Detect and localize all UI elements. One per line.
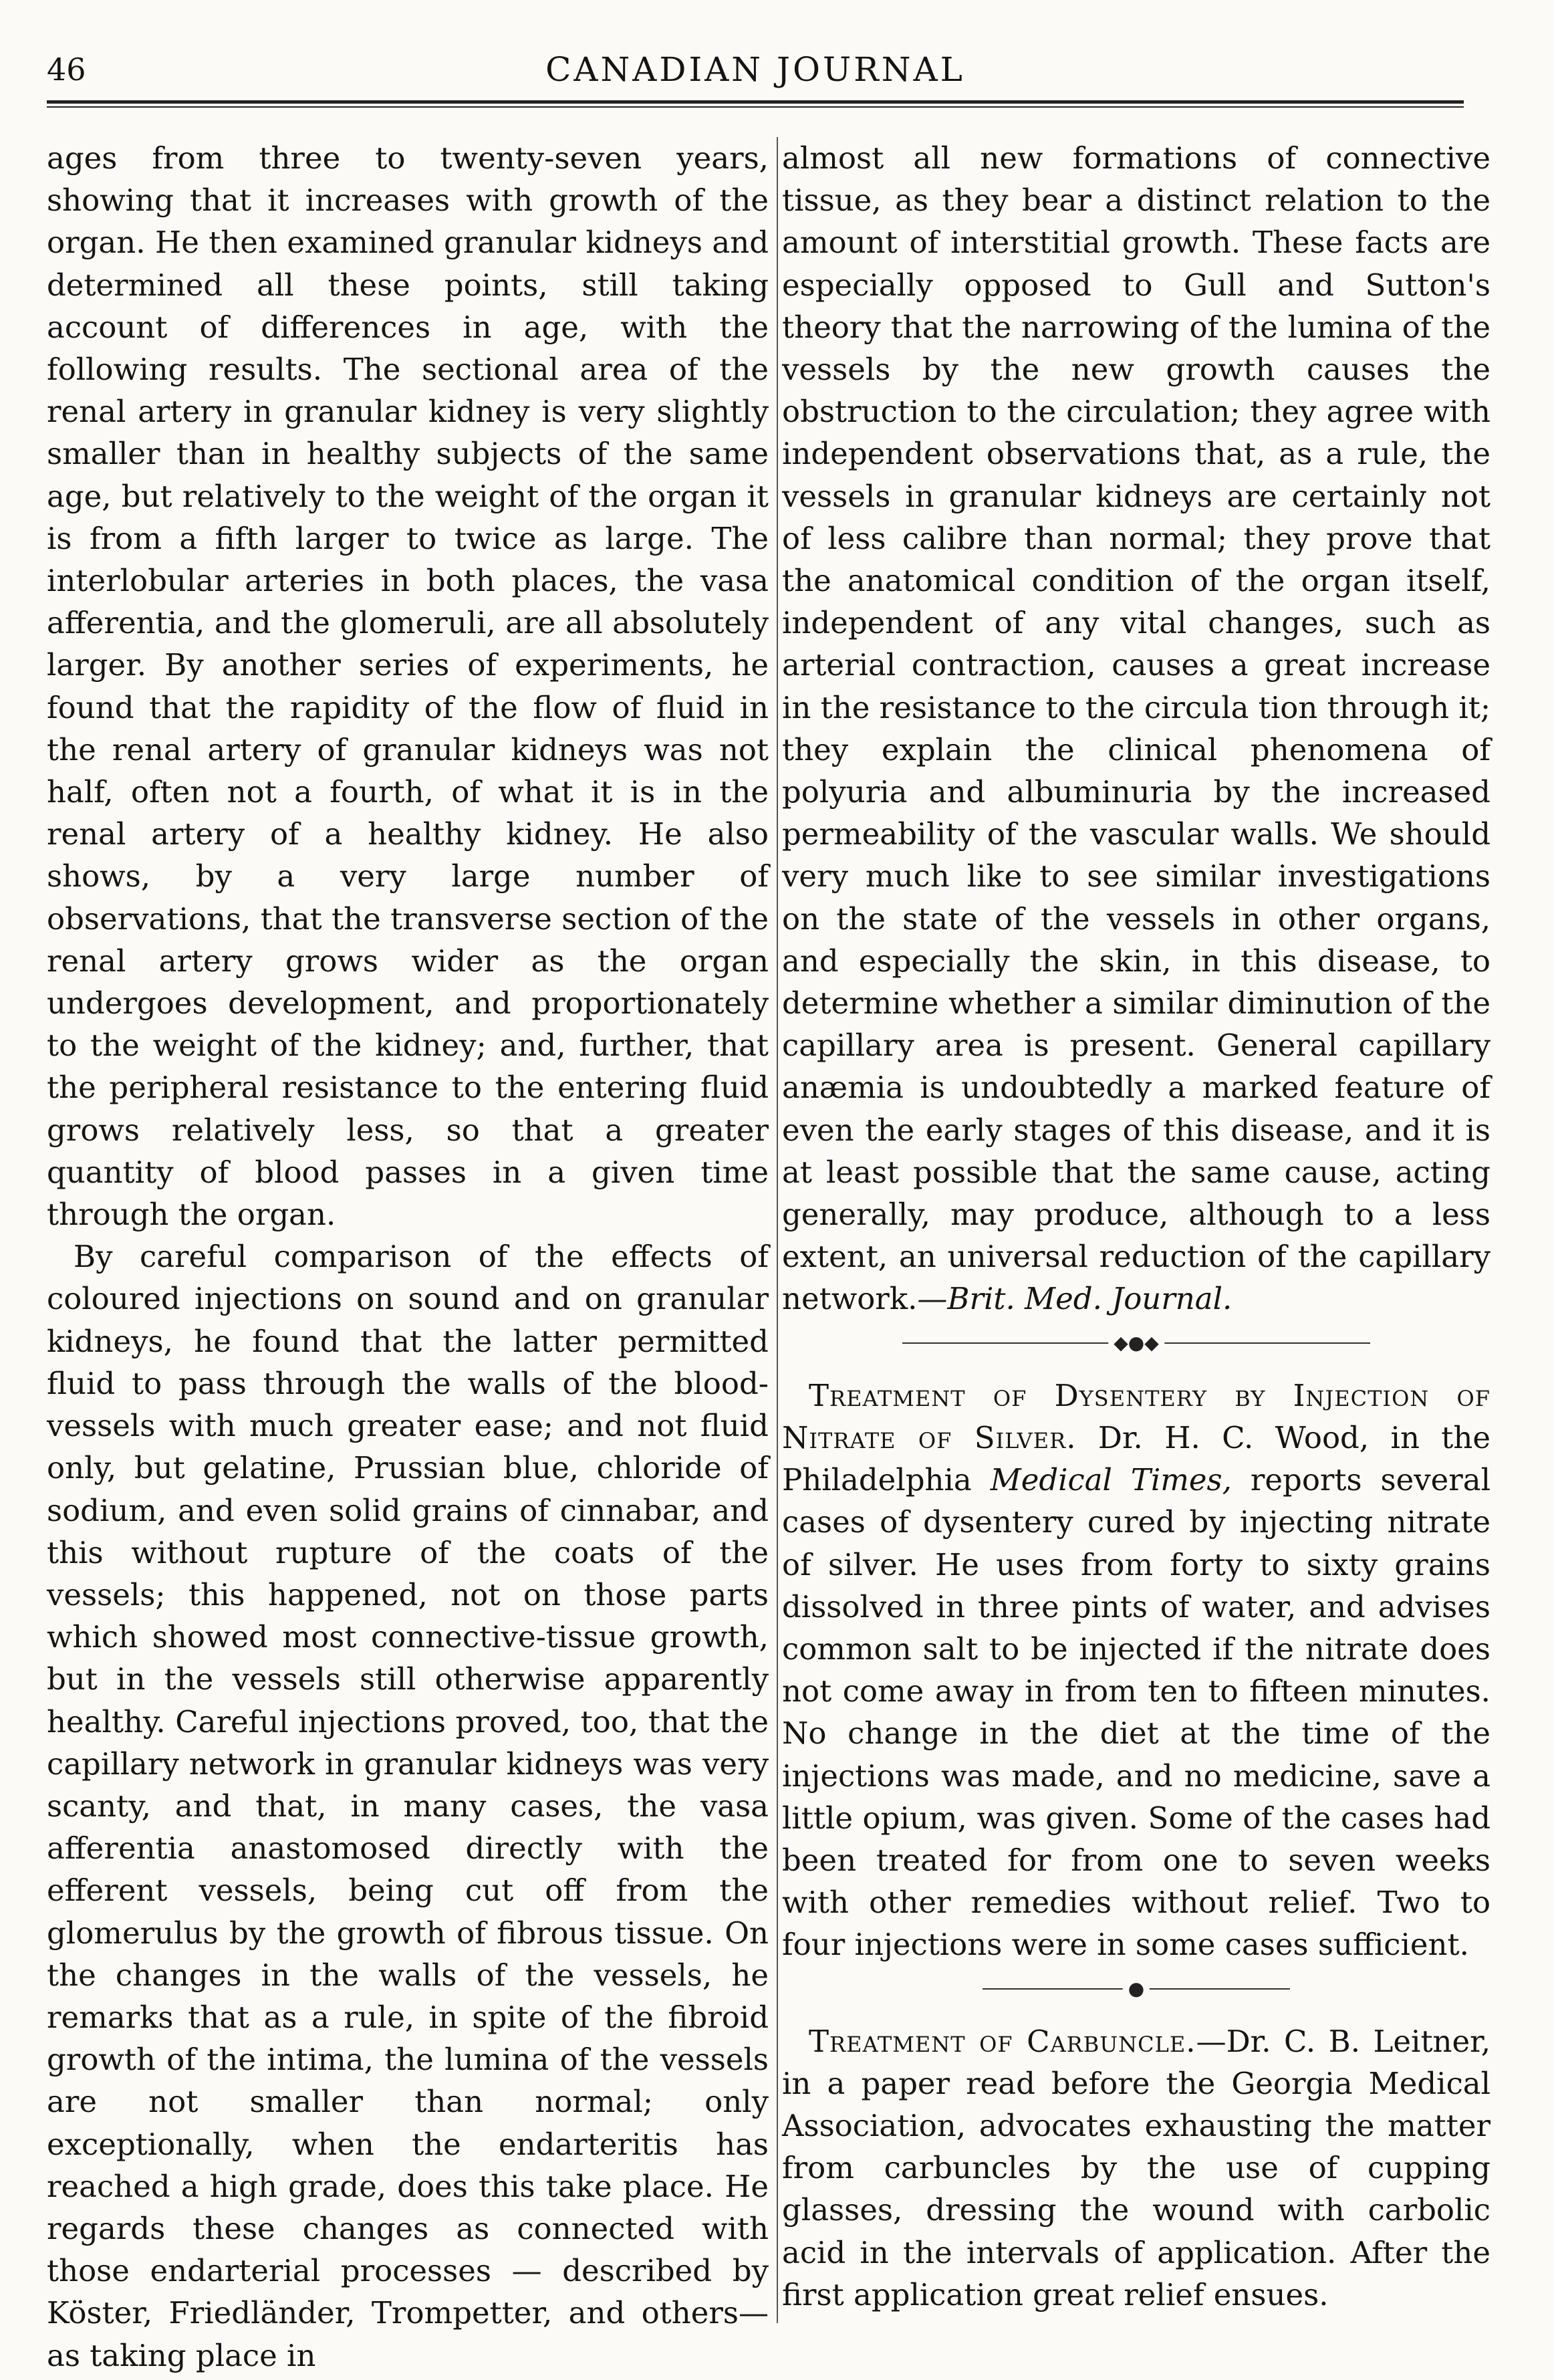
article-dysentery-italic: Medical Times,	[990, 1462, 1232, 1498]
page-header	[47, 39, 1464, 92]
article-carbuncle-heading: Treatment of Carbuncle.	[809, 2023, 1196, 2059]
page-number: 46	[47, 51, 86, 88]
article-dysentery-heading: Treatment of Dysentery by Injection of Nitrate of Silver.	[782, 1377, 1491, 1455]
citation: —Brit. Med. Journal.	[917, 1281, 1233, 1317]
ornament-icon: ◆●◆	[1108, 1334, 1164, 1352]
right-column	[782, 137, 1491, 2337]
article-dysentery-text-a: Dr. H. C. Wood, in the Philadelphia	[782, 1419, 1491, 1498]
left-column	[47, 137, 769, 2373]
article-carbuncle-text: —Dr. C. B. Leitner, in a paper read before the Georgia Medical Association, advocates exhausting the matter from carbuncles by the use of cupping glasses, dressing the wound with carbolic acid in the intervals of application. After the first application great relief ensues.	[782, 2023, 1491, 2312]
left-paragraph-2: By careful comparison of the effects of coloured injections on sound and on granular kidneys, he found that the latter permitted fluid to pass through the walls of the blood-vessels with much greater ease; and not fluid only, but gelatine, Prussian blue, chloride of sodium, and even solid grains of cinnabar, and this without rupture of the coats of the vessels; this happened, not on those parts which showed most connective-tissue growth, but in the vessels still otherwise apparently healthy. Careful injections proved, too, that the capillary network in granular kidneys was very scanty, and that, in many cases, the vasa afferentia anastomosed directly with the efferent vessels, being cut off from the glomerulus by the growth of fibrous tissue. On the changes in the walls of the vessels, he remarks that as a rule, in spite of the fibroid growth of the intima, the lumina of the vessels are not smaller than normal; only exceptionally, when the endarteritis has reached a high grade, does this take place. He regards these changes as connected with those endarterial processes — described by Köster, Friedländer, Trompetter, and others—as taking place in	[47, 1239, 769, 2373]
right-continuation	[782, 137, 1491, 1320]
column-divider	[777, 137, 778, 2323]
running-head: CANADIAN JOURNAL	[545, 50, 965, 89]
article-dysentery	[782, 1375, 1491, 1966]
article-dysentery-text-b: reports several cases of dysentery cured by injecting nitrate of silver. He uses from forty to sixty grains dissolved in three pints of water, and advises common salt to be injected if the nitrate does not come away in from ten to fifteen minutes. No change in the diet at the time of the injections was made, and no medicine, save a little opium, was given. Some of the cases had been treated for from one to seven weeks with other remedies without relief. Two to four injections were in some cases sufficient.	[782, 1462, 1491, 1963]
article-carbuncle	[782, 2020, 1491, 2316]
ornament-divider	[782, 1324, 1491, 1361]
header-rule	[47, 100, 1464, 108]
left-paragraph-1: ages from three to twenty-seven years, showing that it increases with growth of the organ. He then examined granular kidneys and determined all these points, still taking account of differences in age, with the following results. The sectional area of the renal artery in granular kidney is very slightly smaller than in healthy subjects of the same age, but relatively to the weight of the organ it is from a fifth larger to twice as large. The interlobular arteries in both places, the vasa afferentia, and the glomeruli, are all absolutely larger. By another series of experiments, he found that the rapidity of the flow of fluid in the renal artery of granular kidneys was not half, often not a fourth, of what it is in the renal artery of a healthy kidney. He also shows, by a very large number of observations, that the transverse section of the renal artery grows wider as the organ undergoes development, and proportionately to the weight of the kidney; and, further, that the peripheral resistance to the entering fluid grows relatively less, so that a greater quantity of blood passes in a given time through the organ.	[47, 140, 769, 1233]
continuation-text: almost all new formations of connective tissue, as they bear a distinct relation to the amount of interstitial growth. These facts are especially opposed to Gull and Sutton's theory that the narrowing of the lumina of the vessels by the new growth causes the obstruction to the circulation; they agree with independent observations that, as a rule, the vessels in granular kidneys are certainly not of less calibre than normal; they prove that the anatomical condition of the organ itself, independent of any vital changes, such as arterial contraction, causes a great increase in the resistance to the circula tion through it; they explain the clinical phenomena of polyuria and albuminuria by the increased permeability of the vascular walls. We should very much like to see similar investigations on the state of the vessels in other organs, and especially the skin, in this disease, to determine whether a similar diminution of the capillary area is present. General capillary anæmia is undoubtedly a marked feature of even the early stages of this disease, and it is at least possible that the same cause, acting generally, may produce, although to a less extent, an universal reduction of the capillary network.	[782, 140, 1491, 1317]
dot-icon: ●	[1123, 1980, 1150, 1998]
short-divider	[782, 1970, 1491, 2007]
